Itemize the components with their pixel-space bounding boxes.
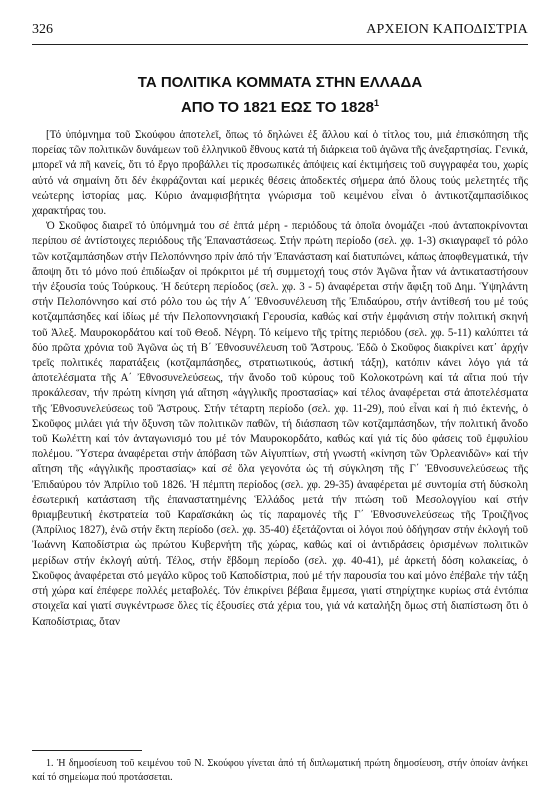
body-paragraph-1: [Τό ὑπόμνημα τοῦ Σκούφου ἀποτελεῖ, ὅπως τό δηλώνει ἐξ ἄλλου καί ὁ τίτλος του, μιά ἐπισκόπηση τῆς πορείας τῶν πολιτικῶν δυνάμεων τοῦ ἑλληνικοῦ ἔθνους κατά τή διάρκεια τοῦ ἀγῶνα τῆς ἀνεξαρτησίας. Γενικά, μπορεῖ νά πῆ κανείς, ὅτι τό ἔργο προβάλλει τίς προσωπικές ἀπόψεις καί ἐκτιμήσεις τοῦ συγγραφέα του, χωρίς αὐτό νά σημαίνη ὅτι δέν ἐκφράζονται καί μερικές θέσεις ἀποδεκτές σήμερα ἀπό ὅλους τούς μελετητές τῆς νεώτερης ἱστορίας μας. Κύριο ἀναμφισβήτητα γνώρισμα τοῦ κειμένου εἶναι ὁ ἀντικοτζαμπασίδικος χαρακτήρας του.	[32, 129, 528, 218]
header-rule	[32, 44, 528, 45]
body-paragraph-2: Ὁ Σκοῦφος διαιρεῖ τό ὑπόμνημά του σέ ἑπτά μέρη - περιόδους τά ὁποῖα ὀνομάζει -πού ἀνταποκρίνονται περίπου σέ ἀντίστοιχες περιόδους τῆς Ἐπαναστάσεως. Στήν πρώτη περίοδο (σελ. χφ. 1-3) σκιαγραφεῖ τό ρόλο τῶν κοτζαμπάσηδων στήν Πελοπόννησο πρίν ἀπό τήν Ἐπανάσταση καί διατυπώνει, κάπως ἀποφθεγματικά, τήν ἄποψη ὅτι τό μόνο πού ἐπιδίωξαν οἱ πρόκριτοι μέ τή συμμετοχή τους στόν Ἀγῶνα ἦταν νά ἀντικαταστήσουν τήν ἐξουσία τούς Τούρκους. Ἡ δεύτερη περίοδος (σελ. χφ. 3 - 5) ἀναφέρεται στήν ἄφιξη τοῦ Δημ. Ὑψηλάντη στήν Πελοπόννησο καί στό ρόλο του ὡς τήν Α΄ Ἐθνοσυνέλευση τῆς Ἐπιδαύρου, στήν ἀντίθεσή του μέ τούς κοτζαμπάσηδες καί ἰδίως μέ τήν Πελοποννησιακή Γερουσία, καθώς καί στήν ἐμφάνιση στήν πολιτική σκηνή τοῦ Ἀλεξ. Μαυροκορδάτου καί τοῦ Θεοδ. Νέγρη. Τό κείμενο τῆς τρίτης περιόδου (σελ. χφ. 5-11) καλύπτει τά δύο πρῶτα χρόνια τοῦ Ἀγῶνα ὡς τή Β΄ Ἐθνοσυνέλευση τοῦ Ἄστρους. Ἐδῶ ὁ Σκοῦφος διακρίνει κατ᾽ ἀρχήν τρεῖς πολιτικές παρατάξεις (κοτζαμπάσηδες, στρατιωτικούς, ἀστική τάξη), κατόπιν κάνει λόγο γιά τά ἀποτελέσματα τῆς Α΄ Ἐθνοσυνελεύσεως, τήν ἄνοδο τοῦ κύρους τοῦ Κολοκοτρώνη καί τά αἴτια πού τήν προκάλεσαν, τήν πρώτη κίνηση γιά αἴτηση «ἀγγλικῆς προστασίας» καί τέλος ἀναφέρεται στά ἀποτελέσματα τῆς Ἐθνοσυνελεύσεως τοῦ Ἄστρους. Στήν τέταρτη περίοδο (σελ. χφ. 11-29), πού εἶναι καί ἡ πιό ἐκτενής, ὁ Σκοῦφος μιλάει γιά τήν ὄξυνση τῶν πολιτικῶν παθῶν, τή διάσπαση τῶν κοτζαμπάσηδων, τήν πολιτική ἄνοδο τοῦ Κωλέττη καί τόν ἀνταγωνισμό του μέ τόν Μαυροκορδάτο, καθώς καί γιά τίς δύο φάσεις τοῦ ἐμφυλίου πολέμου. Ὕστερα ἀναφέρεται στήν ἀπόβαση τῶν Αἰγυπτίων, στή γνωστή «κίνηση τῶν Ὀρλεανιδῶν» καί τήν αἴτηση τῆς «ἀγγλικῆς προστασίας» καί σέ ὅλα γεγονότα ὡς τή σύγκληση τῆς Γ΄ Ἐθνοσυνελεύσεως τῆς Ἐπιδαύρου τόν Ἀπρίλιο τοῦ 1826. Ἡ πέμπτη περίοδος (σελ. χφ. 29-35) ἀναφέρεται μέ συντομία στή δύσκολη ἐσωτερική κατάσταση τῆς ἐπαναστατημένης Ἑλλάδος μετά τήν πτώση τοῦ Μεσολογγίου καί στήν θριαμβευτική ἐκστρατεία τοῦ Καραϊσκάκη ὡς τίς παραμονές τῆς Γ΄ Ἐθνοσυνελεύσεως τῆς Τροιζῆνος (Ἀπρίλιος 1827), ἐνῶ στήν ἕκτη περίοδο (σελ. χφ. 35-40) ἐξετάζονται οἱ λόγοι πού ὁδήγησαν στήν ἐκλογή τοῦ Ἰωάννη Καποδίστρια ὡς πρώτου Κυβερνήτη τῆς χώρας, καθώς καί οἱ ἀντιδράσεις ὁρισμένων πολιτικῶν μερίδων στήν ἐκλογή αὐτή. Τέλος, στήν ἕβδομη περίοδο (σελ. χφ. 40-41), μέ ἀρκετή δόση κολακείας, ὁ Σκοῦφος ἀναφέρεται στό μεγάλο κῦρος τοῦ Καποδίστρια, πού μέ τήν παρουσία του καί μόνο ἐπέβαλε τήν τάξη στή χώρα καί ἐπέφερε πολλές μεταβολές. Τόν ἐπικρίνει βέβαια ἔμμεσα, γιατί στηρίχτηκε κυρίως στά ἐντόπια στοιχεῖα καί γιατί συγκέντρωσε ὅλες τίς ἐξουσίες στά χέρια του, γιά νά καταλήξη ὅμως στή διαπίστωση ὅτι ὁ Καποδίστριας, ὅταν	[32, 220, 528, 628]
footnote: 1. Ἡ δημοσίευση τοῦ κειμένου τοῦ Ν. Σκούφου γίνεται ἀπό τή διπλωματική πρώτη δημοσίευση, στήν ὁποίαν ἀνήκει καί τό σημείωμα πού προτάσσεται.	[32, 758, 528, 783]
footnote-rule	[32, 750, 142, 751]
chapter-title-line-2	[32, 93, 528, 118]
chapter-title-line-1: ΤΑ ΠΟΛΙΤΙΚΑ ΚΟΜΜΑΤΑ ΣΤΗΝ ΕΛΛΑΔΑ	[137, 74, 423, 91]
footnote-reference-mark: 1	[374, 98, 380, 108]
running-head: ΑΡΧΕΙΟΝ ΚΑΠΟΔΙΣΤΡΙΑ	[366, 22, 528, 37]
page-number: 326	[32, 22, 53, 37]
body-text	[32, 128, 528, 630]
page-header	[32, 22, 528, 42]
chapter-title	[32, 72, 528, 118]
chapter-title-line-2-text: ΑΠΟ ΤΟ 1821 ΕΩΣ ΤΟ 1828	[180, 99, 375, 116]
